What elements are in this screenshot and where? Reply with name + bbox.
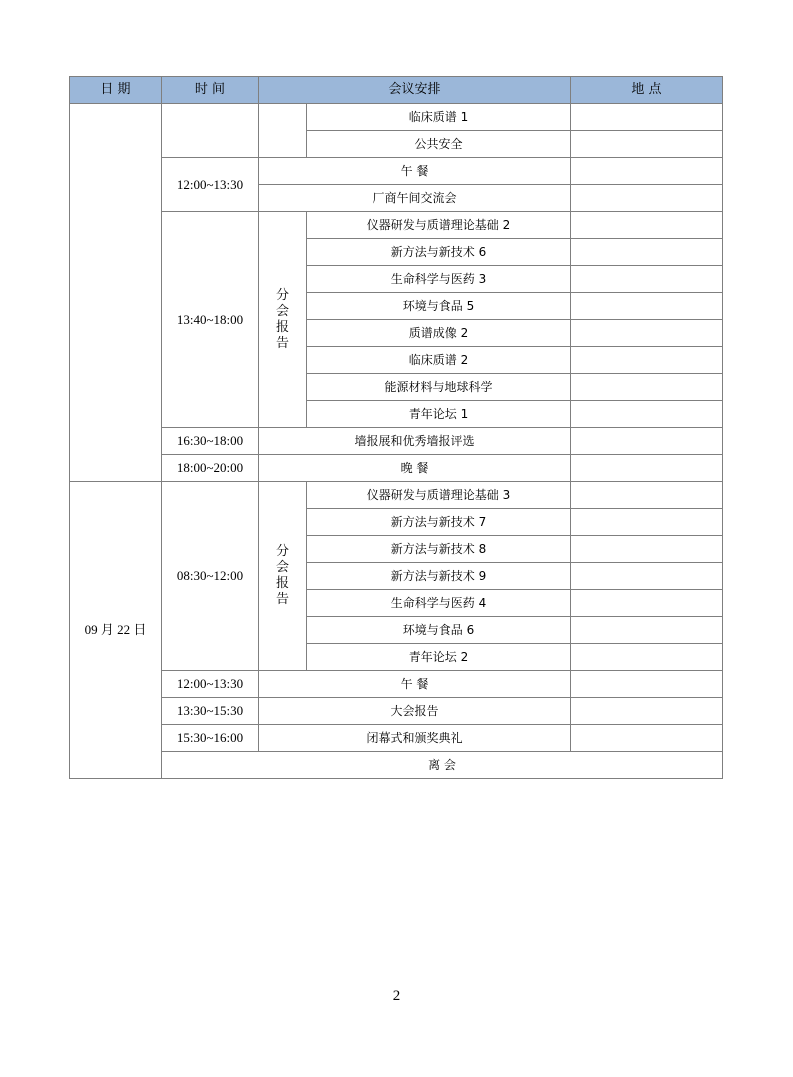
track-item: 新方法与新技术 8: [307, 536, 571, 563]
venue-cell: [571, 725, 723, 752]
day1-afternoon-time: 13:40~18:00: [162, 212, 259, 428]
track-item: 青年论坛 1: [307, 401, 571, 428]
track-item: 生命科学与医药 3: [307, 266, 571, 293]
venue-cell: [571, 482, 723, 509]
day1-lunch-time: 12:00~13:30: [162, 158, 259, 212]
day2-plenary-time: 13:30~15:30: [162, 698, 259, 725]
table-row: [70, 482, 723, 509]
track-item: 临床质谱 2: [307, 347, 571, 374]
day1-morning-label-cell: [259, 104, 307, 158]
table-row: [70, 212, 723, 239]
day2-departure-item: 离 会: [162, 752, 723, 779]
venue-cell: [571, 158, 723, 185]
venue-cell: [571, 428, 723, 455]
table-row: [70, 752, 723, 779]
track-item: 仪器研发与质谱理论基础 3: [307, 482, 571, 509]
day2-lunch-item: 午 餐: [259, 671, 571, 698]
venue-cell: [571, 563, 723, 590]
track-item: 青年论坛 2: [307, 644, 571, 671]
day2-closing-item: 闭幕式和颁奖典礼: [259, 725, 571, 752]
day1-lunch-item: 午 餐: [259, 158, 571, 185]
track-item: 质谱成像 2: [307, 320, 571, 347]
day2-closing-time: 15:30~16:00: [162, 725, 259, 752]
track-item: 临床质谱 1: [307, 104, 571, 131]
day2-morning-time: 08:30~12:00: [162, 482, 259, 671]
day2-session-label: 分 会 报 告: [259, 482, 307, 671]
page-number: 2: [392, 988, 401, 1004]
table-row: [70, 428, 723, 455]
day2-date-cell: 09 月 22 日: [70, 482, 162, 779]
track-item: 能源材料与地球科学: [307, 374, 571, 401]
venue-cell: [571, 320, 723, 347]
day1-morning-time: [162, 104, 259, 158]
track-item: 生命科学与医药 4: [307, 590, 571, 617]
table-row: [70, 455, 723, 482]
header-agenda: 会议安排: [259, 77, 571, 104]
venue-cell: [571, 698, 723, 725]
venue-cell: [571, 293, 723, 320]
venue-cell: [571, 644, 723, 671]
venue-cell: [571, 266, 723, 293]
schedule-table: [69, 76, 723, 779]
day1-session-label: 分 会 报 告: [259, 212, 307, 428]
day1-vendor-session: 厂商午间交流会: [259, 185, 571, 212]
track-item: 环境与食品 6: [307, 617, 571, 644]
day1-date-cell: [70, 104, 162, 482]
table-row: [70, 158, 723, 185]
venue-cell: [571, 104, 723, 131]
venue-cell: [571, 617, 723, 644]
table-row: [70, 671, 723, 698]
track-item: 公共安全: [307, 131, 571, 158]
venue-cell: [571, 347, 723, 374]
header-venue: 地 点: [571, 77, 723, 104]
venue-cell: [571, 239, 723, 266]
venue-cell: [571, 671, 723, 698]
header-row: [70, 77, 723, 104]
venue-cell: [571, 212, 723, 239]
venue-cell: [571, 509, 723, 536]
track-item: 环境与食品 5: [307, 293, 571, 320]
table-row: [70, 104, 723, 131]
table-row: [70, 698, 723, 725]
venue-cell: [571, 374, 723, 401]
track-item: 仪器研发与质谱理论基础 2: [307, 212, 571, 239]
venue-cell: [571, 401, 723, 428]
track-item: 新方法与新技术 9: [307, 563, 571, 590]
day2-plenary-item: 大会报告: [259, 698, 571, 725]
track-item: 新方法与新技术 7: [307, 509, 571, 536]
venue-cell: [571, 536, 723, 563]
table-row: [70, 725, 723, 752]
venue-cell: [571, 590, 723, 617]
header-date: 日 期: [70, 77, 162, 104]
track-item: 新方法与新技术 6: [307, 239, 571, 266]
day2-lunch-time: 12:00~13:30: [162, 671, 259, 698]
day1-poster-time: 16:30~18:00: [162, 428, 259, 455]
header-time: 时 间: [162, 77, 259, 104]
venue-cell: [571, 131, 723, 158]
day1-dinner-item: 晚 餐: [259, 455, 571, 482]
venue-cell: [571, 185, 723, 212]
venue-cell: [571, 455, 723, 482]
day1-poster-item: 墙报展和优秀墙报评选: [259, 428, 571, 455]
day1-dinner-time: 18:00~20:00: [162, 455, 259, 482]
